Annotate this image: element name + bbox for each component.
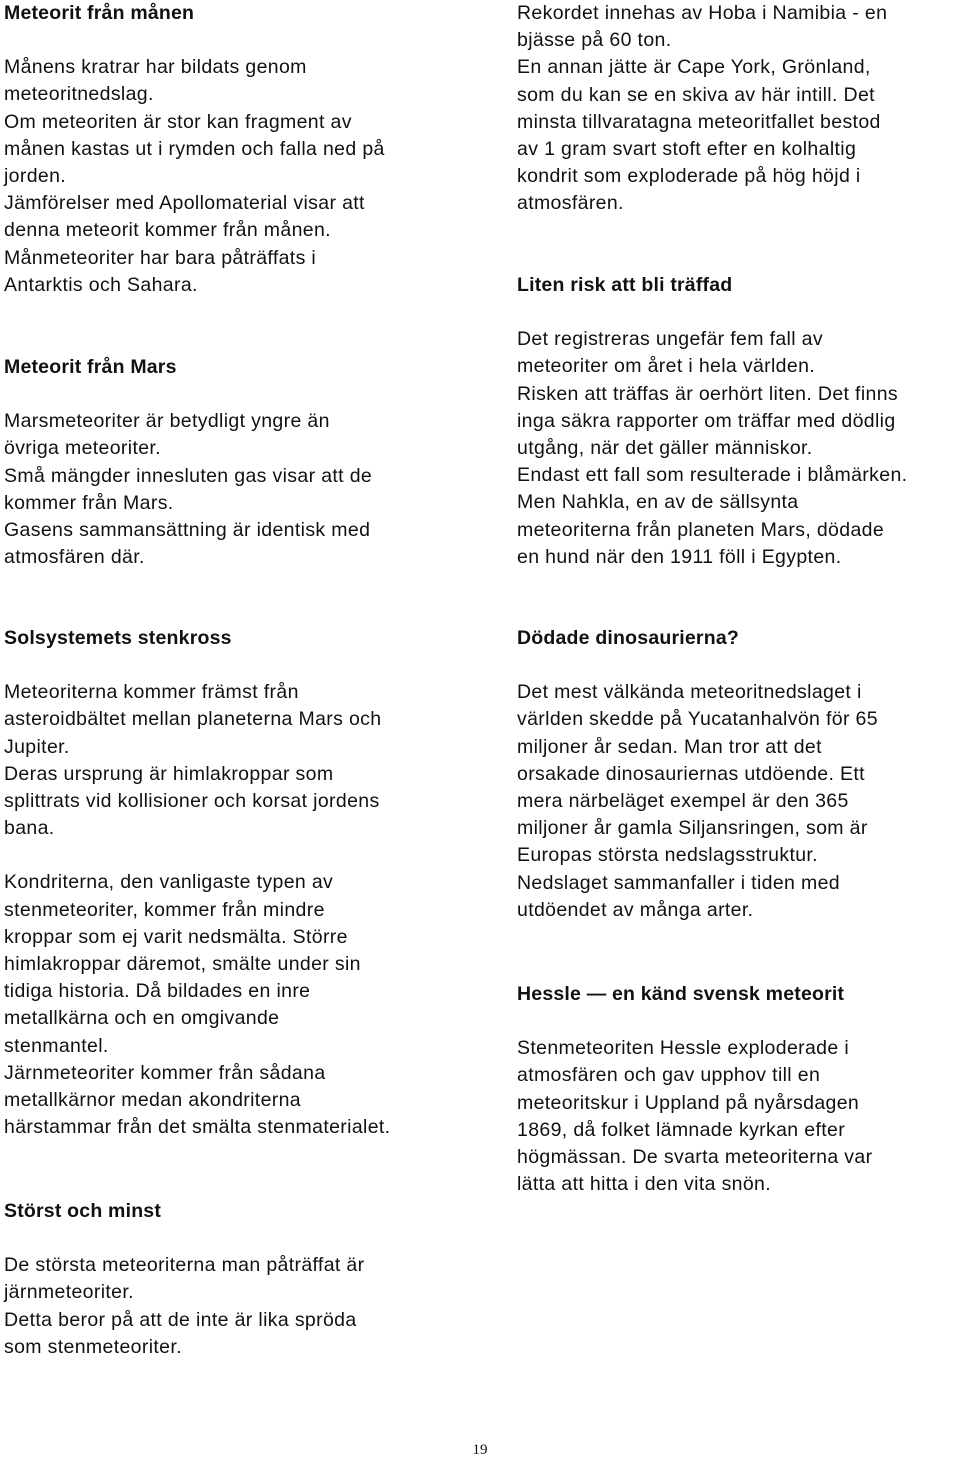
text-line: meteoriterna från planeten Mars, dödade	[517, 518, 885, 541]
paragraph-moon	[4, 54, 385, 299]
text-line: Månmeteoriter har bara påträffats i	[4, 246, 317, 269]
text-line: Det mest välkända meteoritnedslaget i	[517, 681, 862, 704]
text-line: Gasens sammansättning är identisk med	[4, 519, 371, 542]
heading-moon: Meteorit från månen	[4, 2, 195, 24]
text-line: Jämförelser med Apollomaterial visar att	[4, 192, 365, 215]
text-line: Deras ursprung är himlakroppar som	[4, 762, 334, 785]
text-line: kondrit som exploderade på hög höjd i	[517, 165, 861, 188]
text-line: meteoritskur i Uppland på nyårsdagen	[517, 1091, 860, 1114]
section-dino	[517, 625, 878, 924]
paragraph-crush-origin	[4, 679, 390, 842]
section-crush	[4, 625, 390, 1141]
section-risk	[517, 272, 907, 571]
text-line: Endast ett fall som resulterade i blåmärken.	[517, 464, 908, 487]
text-line: En annan jätte är Cape York, Grönland,	[517, 56, 871, 79]
text-line: bana.	[4, 817, 55, 840]
text-line: De största meteoriterna man påträffat är	[4, 1254, 365, 1277]
text-line: utdöendet av många arter.	[517, 898, 754, 921]
text-line: månen kastas ut i rymden och falla ned på	[4, 137, 385, 160]
text-line: Marsmeteoriter är betydligt yngre än	[4, 410, 330, 433]
heading-risk: Liten risk att bli träffad	[517, 274, 733, 296]
paragraph-record	[517, 0, 887, 218]
text-line: härstammar från det smälta stenmaterialet.	[4, 1116, 391, 1139]
text-line: inga säkra rapporter om träffar med dödlig	[517, 409, 896, 432]
text-line: atmosfären och gav upphov till en	[517, 1064, 821, 1087]
text-line: Rekordet innehas av Hoba i Namibia - en	[517, 2, 888, 24]
text-line: miljoner år sedan. Man tror att det	[517, 735, 822, 758]
text-line: Månens kratrar har bildats genom	[4, 56, 307, 79]
text-line: atmosfären där.	[4, 546, 145, 569]
page-number: 19	[472, 1442, 488, 1458]
text-line: himlakroppar däremot, smälte under sin	[4, 953, 361, 976]
paragraph-size	[4, 1252, 364, 1361]
text-line: Om meteoriten är stor kan fragment av	[4, 110, 352, 133]
text-line: denna meteorit kommer från månen.	[4, 219, 331, 242]
text-line: Jupiter.	[4, 735, 70, 758]
text-line: meteoritnedslag.	[4, 83, 154, 106]
text-line: 1869, då folket lämnade kyrkan efter	[517, 1118, 846, 1141]
text-line: Kondriterna, den vanligaste typen av	[4, 871, 334, 894]
text-line: stenmeteoriter, kommer från mindre	[4, 898, 325, 921]
text-line: som stenmeteoriter.	[4, 1335, 182, 1358]
text-line: Stenmeteoriten Hessle exploderade i	[517, 1037, 850, 1060]
text-line: av 1 gram svart stoft efter en kolhaltig	[517, 138, 857, 161]
text-line: miljoner år gamla Siljansringen, som är	[517, 817, 868, 840]
text-line: meteoriter om året i hela världen.	[517, 355, 816, 378]
text-line: Nedslaget sammanfaller i tiden med	[517, 871, 840, 894]
text-line: övriga meteoriter.	[4, 437, 161, 460]
text-line: metallkärnor medan akondriterna	[4, 1089, 301, 1112]
heading-size: Störst och minst	[4, 1200, 162, 1222]
text-line: mera närbeläget exempel är den 365	[517, 790, 849, 813]
text-line: Järnmeteoriter kommer från sådana	[4, 1061, 326, 1084]
paragraph-crush-types	[4, 869, 390, 1141]
text-line: lätta att hitta i den vita snön.	[517, 1173, 772, 1196]
section-moon	[4, 0, 385, 299]
text-line: splittrats vid kollisioner och korsat jordens	[4, 790, 380, 813]
text-line: Meteoriterna kommer främst från	[4, 681, 299, 704]
text-line: högmässan. De svarta meteoriterna var	[517, 1146, 873, 1169]
text-line: bjässe på 60 ton.	[517, 29, 672, 52]
text-line: orsakade dinosauriernas utdöende. Ett	[517, 762, 865, 785]
heading-mars: Meteorit från Mars	[4, 356, 177, 378]
text-line: tidiga historia. Då bildades en inre	[4, 980, 311, 1003]
section-hessle	[517, 981, 872, 1198]
text-line: utgång, när det gäller människor.	[517, 437, 813, 460]
text-line: Risken att träffas är oerhört liten. Det finns	[517, 382, 898, 405]
text-line: Men Nahkla, en av de sällsynta	[517, 491, 799, 514]
paragraph-risk	[517, 326, 907, 571]
section-mars	[4, 354, 372, 571]
heading-dino: Dödade dinosaurierna?	[517, 627, 739, 649]
paragraph-dino	[517, 679, 878, 924]
text-line: stenmantel.	[4, 1034, 109, 1057]
text-line: Det registreras ungefär fem fall av	[517, 328, 823, 351]
text-line: Små mängder innesluten gas visar att de	[4, 464, 373, 487]
section-record	[517, 0, 887, 218]
text-line: asteroidbältet mellan planeterna Mars och	[4, 708, 382, 731]
text-line: kroppar som ej varit nedsmälta. Större	[4, 925, 348, 948]
section-size	[4, 1198, 364, 1361]
text-line: världen skedde på Yucatanhalvön för 65	[517, 708, 878, 731]
text-line: Antarktis och Sahara.	[4, 273, 198, 296]
heading-crush: Solsystemets stenkross	[4, 627, 232, 649]
text-line: kommer från Mars.	[4, 491, 174, 514]
paragraph-mars	[4, 408, 372, 571]
paragraph-hessle	[517, 1035, 872, 1198]
text-line: jorden.	[4, 165, 67, 188]
text-line: en hund när den 1911 föll i Egypten.	[517, 545, 842, 568]
heading-hessle: Hessle — en känd svensk meteorit	[517, 983, 845, 1005]
text-line: Detta beror på att de inte är lika spröda	[4, 1308, 357, 1331]
text-line: minsta tillvaratagna meteoritfallet bestod	[517, 110, 881, 133]
text-line: atmosfären.	[517, 192, 624, 215]
text-line: Europas största nedslagsstruktur.	[517, 844, 818, 867]
text-line: järnmeteoriter.	[4, 1281, 134, 1304]
text-line: som du kan se en skiva av här intill. Det	[517, 83, 875, 106]
text-line: metallkärna och en omgivande	[4, 1007, 280, 1030]
